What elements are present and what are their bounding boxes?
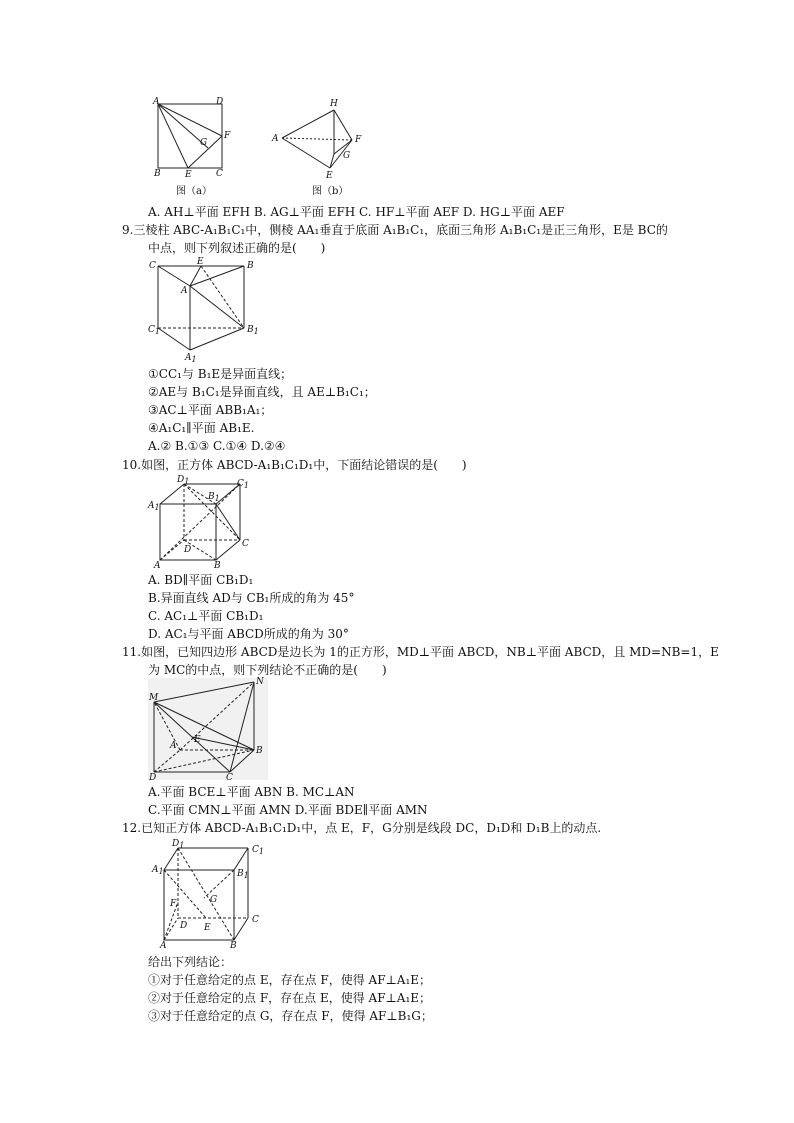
svg-text:G: G (210, 895, 218, 905)
q10-option-b: B.异面直线 AD与 CB₁所成的角为 45° (148, 591, 355, 605)
q11-options-row2: C.平面 CMN⊥平面 AMN D.平面 BDE∥平面 AMN (148, 803, 428, 817)
svg-text:B: B (214, 561, 221, 570)
q9-stem-line2: 中点，则下列叙述正确的是( ) (148, 241, 326, 255)
q12-item-3: ③对于任意给定的点 G，存在点 F，使得 AF⊥B₁G； (148, 1009, 433, 1023)
q12-lead: 给出下列结论： (148, 955, 233, 969)
q8-figure-a (148, 96, 238, 180)
svg-text:C1: C1 (237, 479, 249, 490)
svg-text:D: D (184, 545, 192, 555)
q10-stem: 10.如图，正方体 ABCD-A₁B₁C₁D₁中，下面结论错误的是( ) (122, 458, 467, 472)
q12-stem: 12.已知正方体 ABCD-A₁B₁C₁D₁中，点 E，F，G分别是线段 DC，D₁D和 D₁B上的动点. (122, 821, 602, 835)
q8-options: A. AH⊥平面 EFH B. AG⊥平面 EFH C. HF⊥平面 AEF D. HG⊥平面 AEF (148, 205, 565, 219)
q11-square-figure (146, 676, 270, 782)
q9-options: A.② B.①③ C.①④ D.②④ (148, 439, 286, 453)
svg-text:B1: B1 (237, 869, 249, 880)
q12-cube-figure (148, 838, 268, 950)
q11-stem-line1: 11.如图，已知四边形 ABCD是边长为 1的正方形，MD⊥平面 ABCD，NB⊥平面 ABCD，且 MD=NB=1，E (122, 645, 719, 659)
svg-text:A: A (181, 286, 188, 296)
figure-a-caption: 图（a） (176, 186, 212, 197)
q10-option-c: C. AC₁⊥平面 CB₁D₁ (148, 609, 264, 623)
svg-text:C: C (252, 915, 259, 925)
q11-options-row1: A.平面 BCE⊥平面 ABN B. MC⊥AN (148, 785, 355, 799)
svg-text:A1: A1 (148, 501, 160, 512)
svg-text:E: E (194, 735, 201, 745)
q9-item-2: ②AE与 B₁C₁是异面直线，且 AE⊥B₁C₁； (148, 385, 376, 399)
q9-item-1: ①CC₁与 B₁E是异面直线； (148, 367, 293, 381)
svg-text:M: M (149, 693, 159, 703)
svg-text:G: G (343, 151, 351, 161)
svg-text:H: H (330, 99, 338, 109)
q8-figure-b (268, 96, 368, 180)
svg-text:E: E (326, 171, 333, 180)
svg-text:N: N (256, 677, 264, 687)
svg-text:A1: A1 (152, 865, 164, 876)
q12-item-2: ②对于任意给定的点 F，存在点 E，使得 AF⊥A₁E； (148, 991, 432, 1005)
svg-text:C: C (216, 169, 223, 179)
svg-text:F: F (170, 899, 177, 909)
figure-b-caption: 图（b） (312, 186, 349, 197)
svg-text:A: A (170, 741, 177, 751)
svg-text:E: E (204, 923, 211, 933)
q11-stem-line2: 为 MC的中点，则下列结论不正确的是( ) (148, 663, 387, 677)
svg-text:B: B (230, 941, 237, 950)
q9-stem-line1: 9.三棱柱 ABC-A₁B₁C₁中，侧棱 AA₁垂直于底面 A₁B₁C₁，底面三角形 A₁B₁C₁是正三角形，E是 BC的 (122, 223, 668, 237)
q9-item-3: ③AC⊥平面 ABB₁A₁； (148, 403, 273, 417)
svg-text:B1: B1 (208, 492, 220, 503)
q10-option-d: D. AC₁与平面 ABCD所成的角为 30° (148, 627, 349, 641)
svg-text:E: E (185, 170, 192, 180)
q9-item-4: ④A₁C₁∥平面 AB₁E. (148, 421, 255, 435)
q10-option-a: A. BD∥平面 CB₁D₁ (148, 573, 254, 587)
svg-text:G: G (200, 138, 208, 148)
svg-text:C: C (149, 261, 156, 271)
svg-text:A: A (160, 941, 167, 950)
svg-text:D1: D1 (172, 839, 185, 850)
q9-prism-figure (144, 256, 264, 364)
svg-text:C: C (242, 539, 249, 549)
svg-text:B: B (256, 746, 263, 756)
svg-text:D: D (180, 921, 188, 931)
svg-text:A: A (272, 134, 279, 144)
svg-text:C1: C1 (252, 845, 264, 856)
svg-text:B1: B1 (247, 325, 259, 336)
svg-text:C: C (226, 773, 233, 782)
svg-text:E: E (197, 257, 204, 267)
svg-text:A1: A1 (185, 353, 197, 364)
q10-cube-figure (146, 474, 262, 570)
svg-text:B: B (247, 261, 254, 271)
q12-item-1: ①对于任意给定的点 E，存在点 F，使得 AF⊥A₁E； (148, 973, 432, 987)
svg-text:C1: C1 (148, 325, 160, 336)
svg-text:D: D (216, 97, 224, 107)
svg-text:F: F (355, 135, 362, 145)
svg-text:A: A (154, 561, 161, 570)
svg-text:B: B (154, 169, 161, 179)
svg-text:D1: D1 (177, 475, 190, 486)
svg-text:F: F (224, 131, 231, 141)
svg-text:A: A (153, 97, 160, 107)
svg-text:D: D (149, 773, 157, 782)
